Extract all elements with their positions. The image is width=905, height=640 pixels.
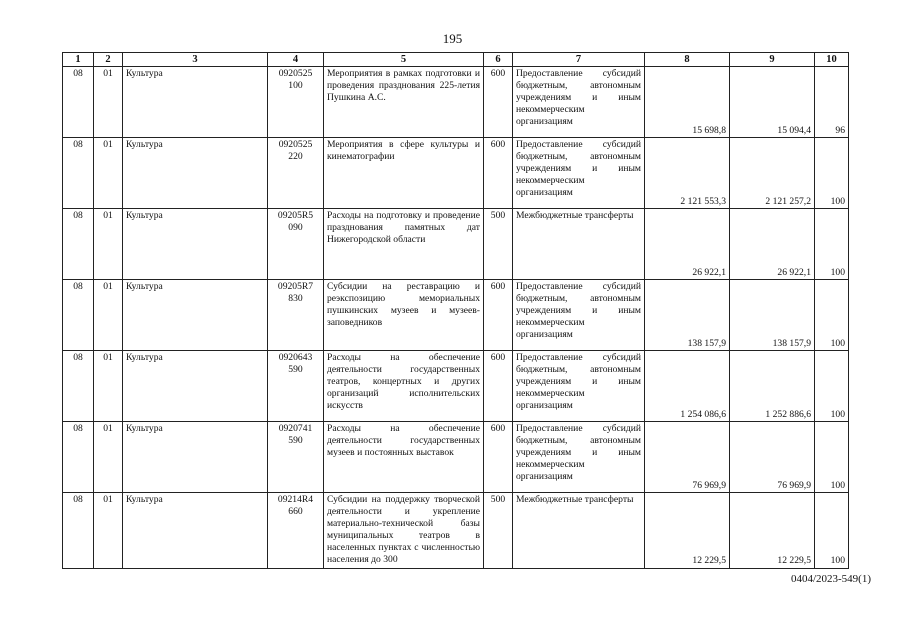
section-cell: 08: [63, 493, 94, 569]
section-name-cell: Культура: [123, 351, 268, 422]
subsection-cell: 01: [94, 493, 123, 569]
planned-amount-cell: 138 157,9: [645, 280, 730, 351]
header-row: [63, 53, 849, 67]
column-header: 9: [730, 53, 815, 67]
column-header: 6: [484, 53, 513, 67]
section-cell: 08: [63, 209, 94, 280]
target-article-cell: 0920643 590: [268, 351, 324, 422]
section-name-cell: Культура: [123, 280, 268, 351]
table-row: [63, 138, 849, 209]
table-row: [63, 493, 849, 569]
percent-cell: 100: [815, 280, 849, 351]
expense-type-name-cell: Межбюджетные трансферты: [513, 209, 645, 280]
table-row: [63, 351, 849, 422]
percent-cell: 100: [815, 493, 849, 569]
expense-type-cell: 600: [484, 422, 513, 493]
executed-amount-cell: 138 157,9: [730, 280, 815, 351]
column-header: 7: [513, 53, 645, 67]
document-code: 0404/2023-549(1): [790, 573, 871, 585]
page-number: 195: [442, 31, 463, 46]
section-name-cell: Культура: [123, 422, 268, 493]
table-body: [63, 67, 849, 569]
planned-amount-cell: 15 698,8: [645, 67, 730, 138]
section-name-cell: Культура: [123, 209, 268, 280]
table-row: [63, 67, 849, 138]
percent-cell: 96: [815, 67, 849, 138]
target-article-cell: 0920741 590: [268, 422, 324, 493]
section-name-cell: Культура: [123, 138, 268, 209]
section-cell: 08: [63, 138, 94, 209]
description-cell: Мероприятия в сфере культуры и кинематографии: [324, 138, 484, 209]
expense-type-name-cell: Предоставление субсидий бюджетным, автономным учреждениям и иным некоммерческим организациям: [513, 138, 645, 209]
description-cell: Расходы на подготовку и проведение празднования памятных дат Нижегородской области: [324, 209, 484, 280]
column-header: 8: [645, 53, 730, 67]
subsection-cell: 01: [94, 209, 123, 280]
column-header: 2: [94, 53, 123, 67]
section-cell: 08: [63, 67, 94, 138]
table-row: [63, 422, 849, 493]
executed-amount-cell: 1 252 886,6: [730, 351, 815, 422]
column-header: 5: [324, 53, 484, 67]
description-cell: Расходы на обеспечение деятельности государственных театров, концертных и других организаций исполнительских искусств: [324, 351, 484, 422]
section-cell: 08: [63, 351, 94, 422]
planned-amount-cell: 1 254 086,6: [645, 351, 730, 422]
description-cell: Мероприятия в рамках подготовки и проведения празднования 225-летия Пушкина А.С.: [324, 67, 484, 138]
column-header: 1: [63, 53, 94, 67]
section-name-cell: Культура: [123, 67, 268, 138]
target-article-cell: 0920525 100: [268, 67, 324, 138]
expense-type-cell: 600: [484, 67, 513, 138]
subsection-cell: 01: [94, 67, 123, 138]
planned-amount-cell: 76 969,9: [645, 422, 730, 493]
expense-type-name-cell: Предоставление субсидий бюджетным, автономным учреждениям и иным некоммерческим организациям: [513, 280, 645, 351]
subsection-cell: 01: [94, 422, 123, 493]
expense-type-cell: 500: [484, 493, 513, 569]
expense-type-cell: 600: [484, 351, 513, 422]
budget-table: [62, 52, 849, 569]
executed-amount-cell: 2 121 257,2: [730, 138, 815, 209]
subsection-cell: 01: [94, 138, 123, 209]
expense-type-cell: 600: [484, 138, 513, 209]
executed-amount-cell: 15 094,4: [730, 67, 815, 138]
description-cell: Расходы на обеспечение деятельности государственных музеев и постоянных выставок: [324, 422, 484, 493]
column-header: 10: [815, 53, 849, 67]
column-header: 4: [268, 53, 324, 67]
target-article-cell: 09205R5 090: [268, 209, 324, 280]
section-name-cell: Культура: [123, 493, 268, 569]
subsection-cell: 01: [94, 280, 123, 351]
percent-cell: 100: [815, 138, 849, 209]
table-row: [63, 280, 849, 351]
target-article-cell: 09205R7 830: [268, 280, 324, 351]
executed-amount-cell: 26 922,1: [730, 209, 815, 280]
executed-amount-cell: 12 229,5: [730, 493, 815, 569]
expense-type-cell: 500: [484, 209, 513, 280]
subsection-cell: 01: [94, 351, 123, 422]
planned-amount-cell: 2 121 553,3: [645, 138, 730, 209]
expense-type-cell: 600: [484, 280, 513, 351]
target-article-cell: 0920525 220: [268, 138, 324, 209]
table-row: [63, 209, 849, 280]
section-cell: 08: [63, 422, 94, 493]
description-cell: Субсидии на реставрацию и реэкспозицию мемориальных пушкинских музеев и музеев-заповедников: [324, 280, 484, 351]
description-cell: Субсидии на поддержку творческой деятельности и укрепление материально-технической базы муниципальных театров в населенных пунктах с численностью населения до 300: [324, 493, 484, 569]
planned-amount-cell: 12 229,5: [645, 493, 730, 569]
expense-type-name-cell: Предоставление субсидий бюджетным, автономным учреждениям и иным некоммерческим организациям: [513, 351, 645, 422]
section-cell: 08: [63, 280, 94, 351]
expense-type-name-cell: Предоставление субсидий бюджетным, автономным учреждениям и иным некоммерческим организациям: [513, 422, 645, 493]
percent-cell: 100: [815, 422, 849, 493]
column-header: 3: [123, 53, 268, 67]
percent-cell: 100: [815, 209, 849, 280]
executed-amount-cell: 76 969,9: [730, 422, 815, 493]
expense-type-name-cell: Межбюджетные трансферты: [513, 493, 645, 569]
expense-type-name-cell: Предоставление субсидий бюджетным, автономным учреждениям и иным некоммерческим организациям: [513, 67, 645, 138]
planned-amount-cell: 26 922,1: [645, 209, 730, 280]
percent-cell: 100: [815, 351, 849, 422]
target-article-cell: 09214R4 660: [268, 493, 324, 569]
